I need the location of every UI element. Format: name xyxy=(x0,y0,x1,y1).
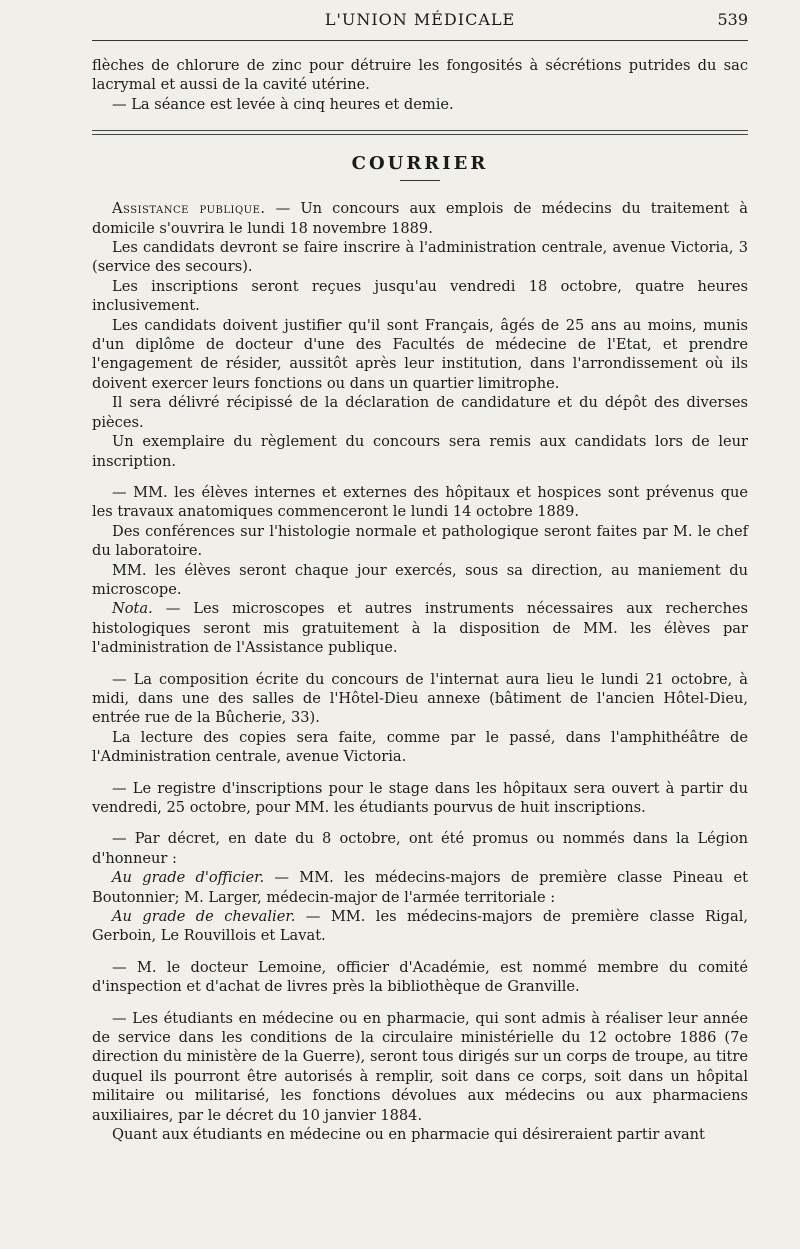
article-body xyxy=(92,56,748,1145)
paragraph-text: — Un concours aux emplois de médecins du traitement à domicile s'ouvrira le lundi 18 novembre 1889. xyxy=(92,200,748,237)
nota-label: Nota. xyxy=(112,600,153,618)
officier-label: Au grade d'officier. xyxy=(112,869,265,887)
paragraph: — M. le docteur Lemoine, officier d'Académie, est nommé membre du comité d'inspection et d'achat de livres près la bibliothèque de Granville. xyxy=(92,958,748,996)
paragraph: — Le registre d'inscriptions pour le stage dans les hôpitaux sera ouvert à partir du vendredi, 25 octobre, pour MM. les étudiants pourvus de huit inscriptions. xyxy=(92,779,748,816)
double-rule xyxy=(92,130,748,135)
chevalier-label: Au grade de chevalier. xyxy=(112,908,296,926)
lead-in: Assistance publique. xyxy=(112,200,266,218)
paragraph xyxy=(92,199,748,238)
paragraph: Il sera délivré récipissé de la déclaration de candidature et du dépôt des diverses pièces. xyxy=(92,394,748,431)
paragraph: Un exemplaire du règlement du concours sera remis aux candidats lors de leur inscription. xyxy=(92,433,748,470)
section-title: COURRIER xyxy=(351,153,489,175)
paragraph: — Les étudiants en médecine ou en pharmacie, qui sont admis à réaliser leur année de service dans les conditions de la circulaire ministérielle du 12 octobre 1886 (7e direction du ministère de la Guerre), seront tous dirigés sur un corps de troupe, au titre duquel ils pourront être autorisés à remplir, soit dans ce corps, soit dans un hôpital militaire ou militarisé, les fonctions dévolues aux médecins ou aux pharmaciens auxiliaires, par le décret du 10 janvier 1884. xyxy=(92,1009,748,1124)
paragraph: Quant aux étudiants en médecine ou en pharmacie qui désireraient partir avant xyxy=(112,1126,705,1144)
paragraph-text: — Les microscopes et autres instruments nécessaires aux recherches histologiques seront mis gratuitement à la disposition de MM. les élèves par l'administration de l'Assistance publique. xyxy=(92,600,748,657)
closing-line: — La séance est levée à cinq heures et demie. xyxy=(112,95,454,113)
paragraph: La lecture des copies sera faite, comme par le passé, dans l'amphithéâtre de l'Administration centrale, avenue Victoria. xyxy=(92,728,748,766)
running-header xyxy=(92,10,748,36)
page-number: 539 xyxy=(717,10,748,29)
paragraph: Les candidats devront se faire inscrire à l'administration centrale, avenue Victoria, 3 (service des secours). xyxy=(92,239,748,276)
paragraph: Les inscriptions seront reçues jusqu'au vendredi 18 octobre, quatre heures inclusivement. xyxy=(92,277,748,315)
header-rule xyxy=(92,40,748,41)
paragraph-text: — MM. les médecins-majors de première classe Pineau et Boutonnier; M. Larger, médecin-major de l'armée territoriale : xyxy=(92,869,748,906)
journal-title: L'UNION MÉDICALE xyxy=(324,10,516,29)
paragraph: — MM. les élèves internes et externes des hôpitaux et hospices sont prévenus que les travaux anatomiques commenceront le lundi 14 octobre 1889. xyxy=(92,483,748,521)
paragraph: MM. les élèves seront chaque jour exercés, sous sa direction, au maniement du microscope. xyxy=(92,561,748,598)
paragraph: Les candidats doivent justifier qu'il sont Français, âgés de 25 ans au moins, munis d'un diplôme de docteur d'une des Facultés de médecine de l'Etat, et prendre l'engagement de résider, aussitôt après leur institution, dans l'arrondissement où ils doivent exercer leurs fonctions ou dans un quartier limitrophe. xyxy=(92,316,748,392)
intro-paragraph: flèches de chlorure de zinc pour détruire les fongosités à sécrétions putrides du sac lacrymal et aussi de la cavité utérine. xyxy=(92,57,748,94)
paragraph-text: — MM. les médecins-majors de première classe Rigal, Gerboin, Le Rouvillois et Lavat. xyxy=(92,908,749,945)
paragraph: — La composition écrite du concours de l'internat aura lieu le lundi 21 octobre, à midi, dans une des salles de l'Hôtel-Dieu annexe (bâtiment de l'ancien Hôtel-Dieu, entrée rue de la Bûcherie, 33). xyxy=(92,670,748,727)
paragraph xyxy=(92,599,748,657)
paragraph: Des conférences sur l'histologie normale et pathologique seront faites par M. le chef du laboratoire. xyxy=(92,522,748,560)
paragraph xyxy=(92,907,748,946)
title-rule xyxy=(400,180,440,181)
paragraph: — Par décret, en date du 8 octobre, ont été promus ou nommés dans la Légion d'honneur : xyxy=(92,830,748,867)
paragraph xyxy=(92,868,748,907)
